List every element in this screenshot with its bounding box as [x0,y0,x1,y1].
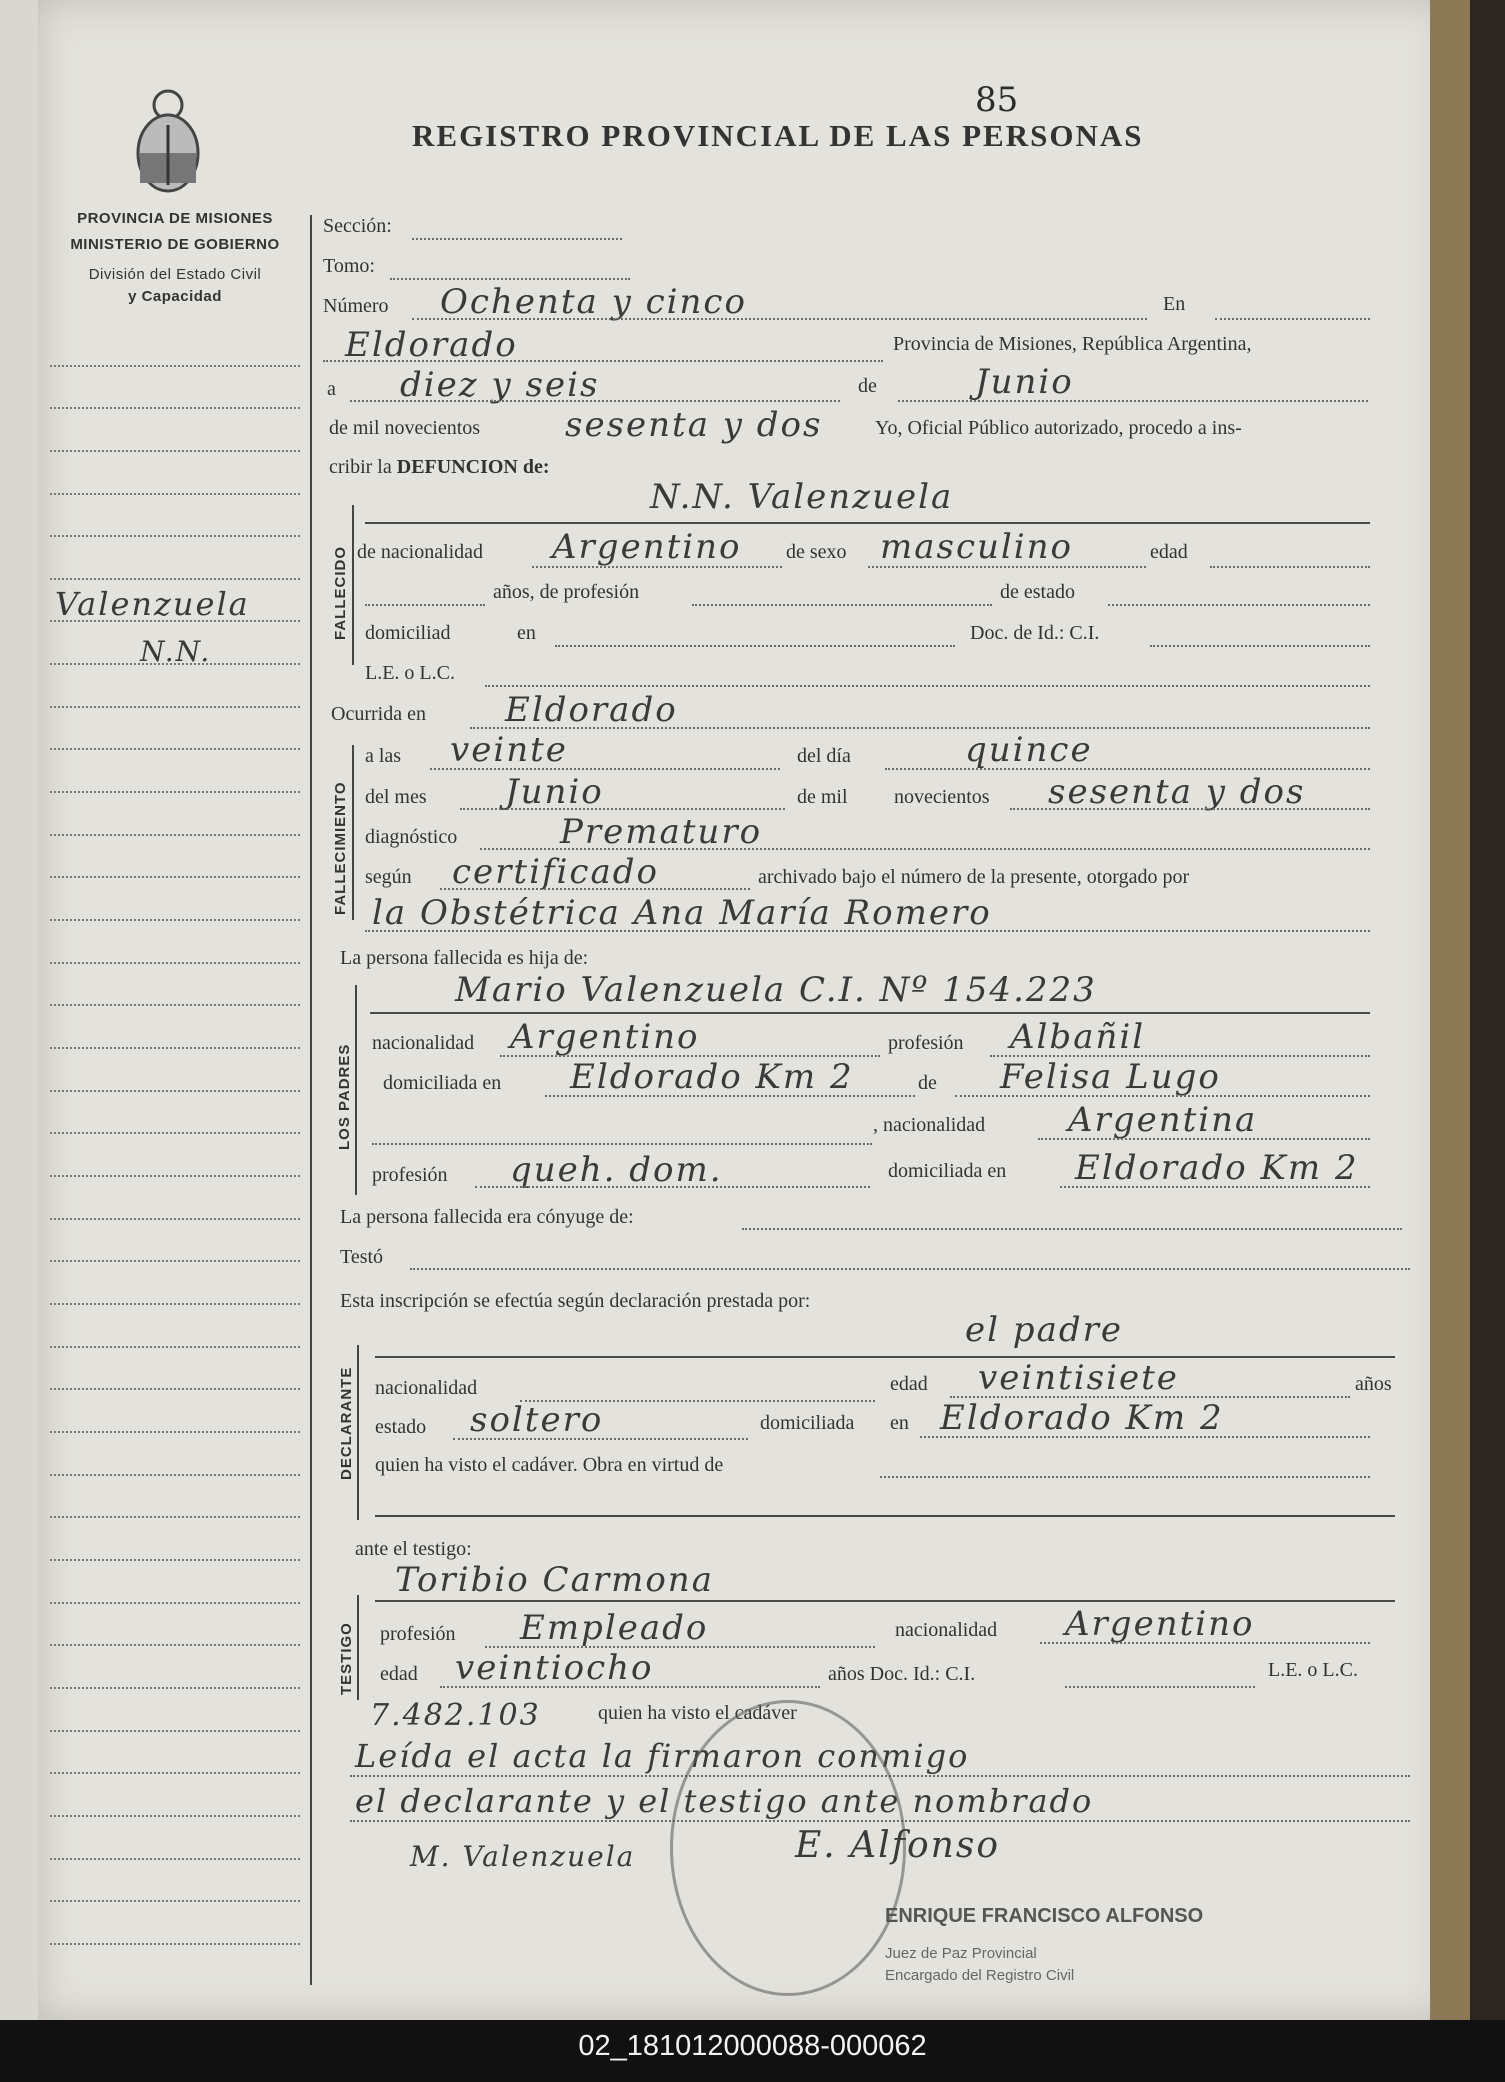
padres-side-label: LOS PADRES [336,1043,353,1150]
dia-value: diez y seis [400,365,600,405]
testigo-nacionalidad-value: Argentino [1065,1604,1255,1644]
de-mil-label: de mil novecientos [329,417,481,439]
conyuge-label: La persona fallecida era cónyuge de: [340,1206,634,1228]
declarante-en-label: en [890,1412,909,1434]
estado-label: de estado [1000,581,1075,603]
domicilio-en-label: en [517,622,536,644]
oficial-name: ENRIQUE FRANCISCO ALFONSO [885,1905,1204,1927]
book-cover-edge [1430,0,1470,2020]
a-label: a [327,378,336,400]
diagnostico-value: Prematuro [560,812,763,852]
hora-value: veinte [450,730,568,770]
anio-value: sesenta y dos [565,405,823,445]
tomo-label: Tomo: [323,255,375,277]
coat-of-arms-icon [128,85,208,200]
inscribir-label: cribir la DEFUNCION de: [329,456,550,478]
testigo-edad-label: edad [380,1663,418,1685]
provincia-label: Provincia de Misiones, República Argentina, [893,333,1252,355]
seccion-label: Sección: [323,215,392,237]
padre-profesion-label: profesión [888,1032,964,1054]
segun-label: según [365,866,412,888]
testigo-visto-label: quien ha visto el cadáver [598,1702,797,1724]
oficial-title-1: Juez de Paz Provincial [885,1945,1037,1962]
numero-label: Número [323,295,389,317]
declarante-signature: M. Valenzuela [410,1840,636,1873]
oficial-label: Yo, Oficial Público autorizado, procedo a ins- [875,417,1242,439]
testigo-edad-value: veintiocho [455,1648,654,1688]
nombre-value: N.N. Valenzuela [650,477,954,517]
margin-note-surname: Valenzuela [55,585,250,623]
madre-profesion-label: profesión [372,1164,448,1186]
declarante-edad-value: veintisiete [978,1358,1179,1398]
madre-domicilio-value: Eldorado Km 2 [1075,1148,1359,1188]
padre-domicilio-value: Eldorado Km 2 [570,1057,854,1097]
mes-value: Junio [975,362,1074,402]
testigo-side-label: TESTIGO [338,1622,355,1695]
binding-edge [0,0,40,2020]
testo-label: Testó [340,1246,384,1268]
declaracion-label: Esta inscripción se efectúa según declaración prestada por: [340,1290,811,1312]
lugar-value: Eldorado [345,325,518,365]
edad-label: edad [1150,541,1188,563]
testigo-doc-label: años Doc. Id.: C.I. [828,1663,976,1685]
certificado-value: certificado [452,852,659,892]
sexo-label: de sexo [786,541,847,563]
testigo-doc-value: 7.482.103 [370,1698,541,1733]
declarante-estado-value: soltero [470,1400,604,1440]
province-label: PROVINCIA DE MISIONES [77,210,273,227]
ministry-label: MINISTERIO DE GOBIERNO [70,236,280,253]
en-label: En [1163,293,1186,315]
declarante-estado-label: estado [375,1416,427,1438]
image-caption: 02_181012000088-000062 [578,2030,927,2062]
declarante-domiciliada-label: domiciliada [760,1412,855,1434]
declarante-domicilio-value: Eldorado Km 2 [940,1398,1224,1438]
ocurrida-value: Eldorado [505,690,678,730]
nacionalidad-value: Argentino [552,527,742,567]
margin-note-initials: N.N. [140,635,212,668]
del-dia-label: del día [797,745,851,767]
ante-testigo-label: ante el testigo: [355,1538,472,1560]
madre-domicilio-label: domiciliada en [888,1160,1007,1182]
testigo-profesion-label: profesión [380,1623,456,1645]
le-lc-label: L.E. o L.C. [365,662,455,684]
testigo-profesion-value: Empleado [520,1608,709,1648]
declarante-anos-label: años [1355,1373,1392,1395]
testigo-le-label: L.E. o L.C. [1268,1659,1358,1681]
division-label-2: y Capacidad [128,288,222,305]
padre-value: Mario Valenzuela C.I. Nº 154.223 [455,970,1097,1010]
padre-profesion-value: Albañil [1010,1017,1146,1057]
hija-de-label: La persona fallecida es hija de: [340,947,589,969]
division-label-1: División del Estado Civil [88,266,262,283]
testigo-nacionalidad-label: nacionalidad [895,1619,998,1641]
page-title: REGISTRO PROVINCIAL DE LAS PERSONAS [412,118,1144,153]
otorgado-por-value: la Obstétrica Ana María Romero [372,893,992,933]
archivado-label: archivado bajo el número de la presente, otorgado por [758,866,1190,888]
madre-profesion-value: queh. dom. [510,1150,723,1190]
doc-id-label: Doc. de Id.: C.I. [970,622,1100,644]
padre-nacionalidad-label: nacionalidad [372,1032,475,1054]
madre-de-label: de [918,1072,937,1094]
diagnostico-label: diagnóstico [365,826,458,848]
madre-value: Felisa Lugo [1000,1057,1221,1097]
fallecido-side-label: FALLECIDO [332,546,349,640]
cierre-linea-1: Leída el acta la firmaron conmigo [355,1737,970,1775]
numero-value: Ochenta y cinco [440,282,747,322]
oficial-signature: E. Alfonso [795,1825,1001,1866]
del-mes-label: del mes [365,786,427,808]
a-las-label: a las [365,745,402,767]
nacionalidad-label: de nacionalidad [357,541,484,563]
de-label: de [858,375,877,397]
ocurrida-label: Ocurrida en [331,703,426,725]
padre-nacionalidad-value: Argentino [510,1017,700,1057]
testigo-value: Toribio Carmona [395,1560,714,1600]
anos-profesion-label: años, de profesión [493,581,640,603]
declarante-nacionalidad-label: nacionalidad [375,1377,478,1399]
sexo-value: masculino [880,527,1074,567]
oficial-title-2: Encargado del Registro Civil [885,1967,1075,1984]
de-mil-2-label: de mil [797,786,848,808]
madre-nacionalidad-value: Argentina [1068,1100,1258,1140]
dia-fallec-value: quince [965,730,1093,770]
anio-fallec-value: sesenta y dos [1048,772,1306,812]
declarante-side-label: DECLARANTE [338,1366,355,1480]
padre-domicilio-label: domiciliada en [383,1072,502,1094]
cierre-linea-2: el declarante y el testigo ante nombrado [355,1782,1094,1820]
margin-rule [310,215,312,1985]
fallecimiento-side-label: FALLECIMIENTO [332,781,349,915]
domiciliad-label: domiciliad [365,622,451,644]
novecientos-label: novecientos [894,786,990,808]
declarante-edad-label: edad [890,1373,928,1395]
madre-nacionalidad-label: , nacionalidad [873,1114,986,1136]
page-number: 85 [975,80,1019,120]
declarante-value: el padre [965,1310,1123,1350]
declarante-visto-label: quien ha visto el cadáver. Obra en virtud de [375,1454,724,1476]
mes-fallec-value: Junio [505,772,604,812]
